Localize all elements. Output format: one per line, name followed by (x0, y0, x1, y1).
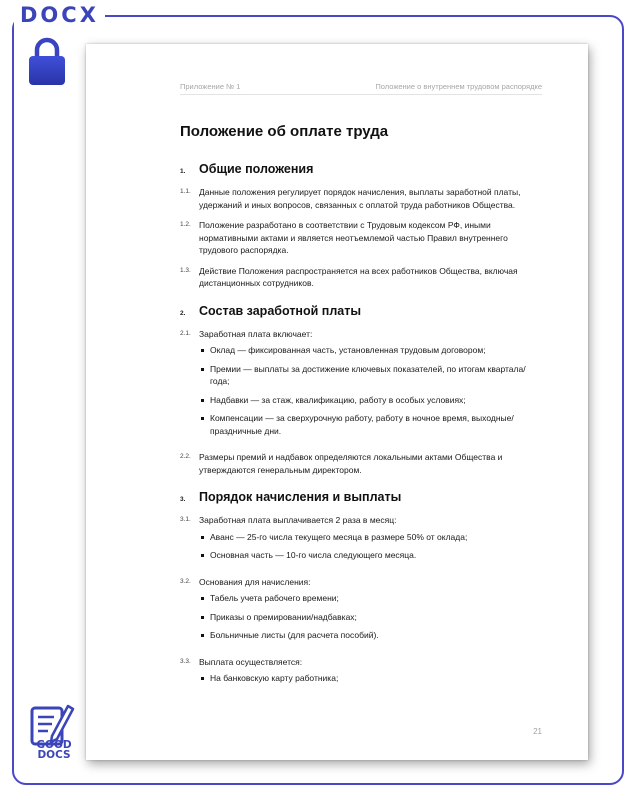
lock-icon (28, 36, 66, 86)
bullet-item (199, 394, 542, 407)
clause (180, 265, 542, 290)
bullet-item (199, 549, 542, 562)
bullet-marker (201, 597, 204, 600)
clause-number: 2.2. (180, 453, 191, 460)
bullet-text: Основная часть — 10-го числа следующего месяца. (210, 550, 417, 560)
section-title: Порядок начисления и выплаты (199, 490, 402, 504)
section (180, 304, 542, 477)
clause (180, 328, 542, 444)
good-docs-logo-text (27, 740, 81, 760)
bullet-marker (201, 554, 204, 557)
clause-body (199, 576, 542, 648)
section-heading (180, 162, 542, 176)
bullet-text: Надбавки — за стаж, квалификацию, работу в особых условиях; (210, 394, 466, 405)
clause-number: 1.3. (180, 266, 191, 274)
clause (180, 656, 542, 691)
clause-text: Положение разработано в соответствии с Трудовым кодексом РФ, иными нормативными актами и является неотъемлемой частью Правил внутреннего трудового распорядка. (199, 220, 508, 255)
bullet-item (199, 672, 542, 685)
clause-text: Основания для начисления: (199, 576, 311, 587)
bullet-item (199, 611, 542, 624)
bullet-item (199, 592, 542, 605)
header-right: Положение о внутреннем трудовом распорядке (375, 82, 542, 91)
bullet-item (199, 344, 542, 357)
section-title: Общие положения (199, 162, 314, 176)
section-heading (180, 304, 542, 318)
clause-body (199, 514, 542, 568)
clause-text: Действие Положения распространяется на всех работников Общества, включая дистанционных сотрудников. (199, 265, 518, 288)
bullet-text: Табель учета рабочего времени; (210, 593, 339, 603)
bullet-item (199, 629, 542, 642)
document-page (86, 44, 588, 760)
clause-text: Выплата осуществляется: (199, 656, 303, 667)
bullet-list (199, 531, 542, 562)
bullet-text: Приказы о премировании/надбавках; (210, 611, 357, 622)
header-left: Приложение № 1 (180, 82, 241, 91)
clause (180, 576, 542, 648)
bullet-marker (201, 677, 204, 680)
bullet-text: Компенсации — за сверхурочную работу, работу в ночное время, выходные/праздничные дни. (210, 413, 514, 436)
clause-body (199, 451, 542, 476)
clause (180, 451, 542, 476)
clause-text: Заработная плата включает: (199, 328, 313, 339)
bullet-text: На банковскую карту работника; (210, 673, 339, 683)
clause-body (199, 186, 542, 211)
clause (180, 219, 542, 257)
clause (180, 514, 542, 568)
running-header (180, 82, 542, 95)
bullet-list (199, 344, 542, 437)
brand-label: DOCX (14, 2, 105, 32)
bullet-marker (201, 417, 204, 420)
clause-body (199, 328, 542, 444)
logo-word-good: GOOD (36, 739, 72, 751)
bullet-item (199, 363, 542, 388)
clause-number: 3.2. (180, 577, 191, 585)
bullet-marker (201, 536, 204, 539)
bullet-text: Больничные листы (для расчета пособий). (210, 630, 379, 640)
clause-body (199, 219, 542, 257)
bullet-item (199, 531, 542, 544)
bullet-marker (201, 616, 204, 619)
clause-number: 1.2. (180, 221, 191, 228)
logo-word-docs: DOCS (37, 749, 71, 761)
clause-number: 3.1. (180, 516, 191, 523)
clause-body (199, 656, 542, 691)
clause-text: Заработная плата выплачивается 2 раза в месяц: (199, 515, 397, 525)
section-number: 2. (180, 309, 186, 317)
document-content (180, 162, 542, 705)
bullet-list (199, 672, 542, 685)
bullet-marker (201, 349, 204, 352)
bullet-list (199, 592, 542, 642)
bullet-text: Аванс — 25-го числа текущего месяца в размере 50% от оклада; (210, 531, 468, 542)
bullet-item (199, 412, 542, 437)
clause-number: 2.1. (180, 329, 191, 337)
clause-text: Размеры премий и надбавок определяются локальными актами Общества и утверждаются генеральным директором. (199, 452, 503, 475)
section (180, 162, 542, 290)
clause-number: 3.3. (180, 657, 191, 665)
page-number: 21 (533, 727, 542, 736)
bullet-marker (201, 368, 204, 371)
clause-text: Данные положения регулирует порядок начисления, выплаты заработной платы, удержаний и иных вопросов, связанных с оплатой труда работников Общества. (199, 187, 521, 210)
bullet-marker (201, 399, 204, 402)
bullet-text: Оклад — фиксированная часть, установленная трудовым договором; (210, 345, 486, 355)
clause-number: 1.1. (180, 188, 191, 195)
section-number: 3. (180, 496, 186, 503)
section-title: Состав заработной платы (199, 303, 362, 318)
clause (180, 186, 542, 211)
clause-body (199, 265, 542, 290)
section-number: 1. (180, 168, 186, 175)
bullet-marker (201, 634, 204, 637)
bullet-text: Премии — выплаты за достижение ключевых показателей, по итогам квартала/года; (210, 363, 526, 386)
document-title: Положение об оплате труда (180, 123, 389, 140)
section (180, 490, 542, 691)
section-heading (180, 490, 542, 504)
